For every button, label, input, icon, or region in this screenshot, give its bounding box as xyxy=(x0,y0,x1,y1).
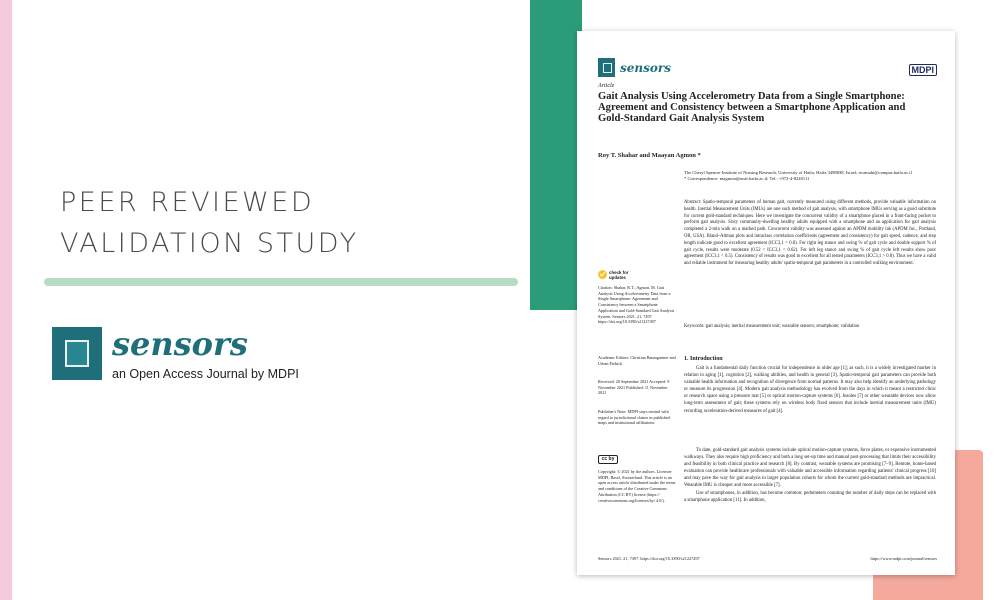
section-heading: 1. Introduction xyxy=(684,356,723,362)
footer-citation: Sensors 2021, 21, 7497. https://doi.org/10.3390/s21227497 xyxy=(598,556,700,561)
headline-line-1: PEER REVIEWED xyxy=(60,187,315,218)
paper-journal-logo xyxy=(598,58,671,77)
paper-correspondence: * Correspondence: magmon@univ.haifa.ac.il; Tel.: +972-4-8240111 xyxy=(684,176,810,181)
paper-citation: Citation: Shahar, R.T.; Agmon, M. Gait Analysis Using Accelerometry Data from a Single Smartphone: Agreement and Consistency between a Smartphone Application and Gold-Standard Gait Analysis System. Sensors 2021, 21, 7497. https://doi.org/10.3390/s21227497 xyxy=(598,285,675,325)
intro-paragraph-2: To date, gold-standard gait analysis systems include optical motion-capture systems, force plates, or expensive instrumented walkways. They also require high proficiency and both a long set-up time and manual post-processing that limits their accessibility and feasibility in both clinical practice and research [8]. By contrast, wearable systems are promising [7–9]. Remote, home-based evaluation can provide healthcare professionals with valuable and accessible information regarding patients' clinical progress [10] and may pave the way for gait analysis in larger population cohorts for whom the current gold-standard methods are impractical. Wearable IMU is cheaper and more accessible [7]. Use of smartphones, in addition, has become common: pedometers counting the number of daily steps can be replaced with a smartphone application [11]. In addition, xyxy=(684,448,936,503)
intro-paragraph-3: Use of smartphones, in addition, has become common: pedometers counting the number of daily steps can be replaced with a smartphone application [11]. In addition, xyxy=(684,490,936,503)
paper-footer xyxy=(598,556,937,561)
paper-abstract: Abstract: Spatio-temporal parameters of human gait, currently measured using different methods, provide valuable information on health. Inertial Measurement Units (IMUs) are one such method of gait analysis, with smartphone IMUs serving as a good substitute for current gold-standard techniques. Here we investigate the concurrent validity of a smartphone placed in a front-facing pocket to perform gait analysis. Sixty community-dwelling healthy adults equipped with a smartphone and an application for gait analysis completed a 2-min walk on a marked path. Concurrent validity was assessed against an APDM mobility lab (APDM Inc., Portland, OR, USA). Bland–Altman plots and intraclass correlation coefficients (agreement and consistency) for gait speed, cadence, and step length indicate good to excellent agreement (ICC3,1 > 0.8). For right leg stance and swing % of gait cycle and double support % of gait cycle, results were moderate (0.52 < ICC3,1 < 0.62). For left leg stance and swing % of gait cycle left results show poor agreement (ICC3,1 < 0.5). Consistency of results was good to excellent for all tested parameters (ICC3,1 > 0.8). Thus we have a valid and reliable instrument for measuring healthy adults' spatio-temporal gait parameters in a controlled walking environment. xyxy=(684,200,936,267)
paper-chip-icon xyxy=(598,58,615,77)
footer-url: https://www.mdpi.com/journal/sensors xyxy=(870,556,937,561)
logo-subtitle: an Open Access Journal by MDPI xyxy=(112,367,299,381)
chip-icon xyxy=(52,327,102,380)
check-updates-badge: check for updates xyxy=(598,270,637,280)
paper-dates: Received: 20 September 2021 Accepted: 9 November 2021 Published: 11 November 2021 xyxy=(598,379,670,396)
intro-paragraph-1: Gait is a fundamental daily function crucial for independence in older age [1]; as such, it is a widely investigated marker in relation to aging [1], cognition [2], walking abilities, and health in general [3]. Spatio-temporal gait parameters can provide both valuable health information and recognition of divergence from normal patterns. It may also help identify an underlying pathology or measure its progression [4]. Modern gait analysis methodology has evolved from the days in which it meant a restricted clinic or research space using a pressure mat [5] or optical motion-capture systems [6]. Insoles [7] or other wearable devices now allow long-term assessment of gait; these systems rely on wireless body fixed sensors that include inertial measurement units (IMU) recording acceleration-derived measures of gait [4]. xyxy=(684,366,936,414)
paper-keywords: Keywords: gait analysis; inertial measurement unit; wearable sensors; smartphone; validation xyxy=(684,324,860,329)
check-updates-icon xyxy=(598,270,607,279)
publisher-note: Publisher's Note: MDPI stays neutral with regard to jurisdictional claims in published maps and institutional affiliations. xyxy=(598,409,670,426)
paper-journal-name: sensors xyxy=(620,60,671,75)
paper-copyright: Copyright: © 2021 by the authors. Licensee MDPI, Basel, Switzerland. This article is an open access article distributed under the terms and conditions of the Creative Commons Attribution (CC BY) license (https:// creativecommons.org/licenses/by/ 4.0/). xyxy=(598,469,676,503)
cc-license-icon: cc by xyxy=(598,455,618,464)
green-decor-block xyxy=(530,0,582,310)
paper-authors: Roy T. Shahar and Maayan Agmon * xyxy=(598,152,701,159)
pink-decor-strip xyxy=(0,0,12,600)
sensors-logo xyxy=(52,327,299,381)
paper-preview xyxy=(577,31,955,575)
mdpi-logo: MDPI xyxy=(909,64,938,76)
paper-editors: Academic Editors: Christian Baumgartner and Urban Fiebick xyxy=(598,355,676,366)
headline xyxy=(60,182,359,264)
logo-wordmark: sensors xyxy=(112,325,248,363)
paper-affiliation: The Cheryl Spencer Institute of Nursing Research, University of Haifa, Haifa 3498838, Israel; rtormahi@campus.haifa.ac.il * Correspondence: magmon@univ.haifa.ac.il; Tel.: +972-4-8240111 xyxy=(684,170,934,182)
article-label: Article xyxy=(598,83,615,89)
headline-line-2: VALIDATION STUDY xyxy=(60,228,359,259)
divider-bar xyxy=(44,278,518,286)
paper-title: Gait Analysis Using Accelerometry Data from a Single Smartphone: Agreement and Consistency between a Smartphone Application and Gold-Standard Gait Analysis System xyxy=(598,91,906,124)
